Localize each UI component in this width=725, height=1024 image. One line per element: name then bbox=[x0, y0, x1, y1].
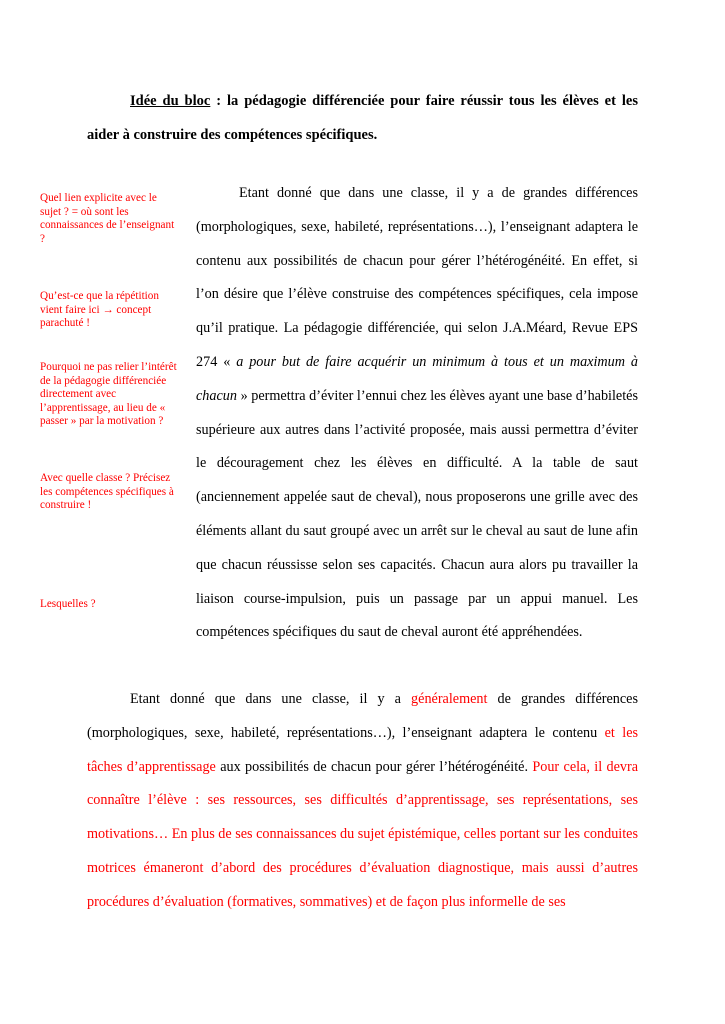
paragraph-1 bbox=[196, 177, 638, 650]
comment-repetition-tail: concept parachuté ! bbox=[40, 303, 152, 330]
comment-motivation: Pourquoi ne pas relier l’intérêt de la pédagogie différenciée directement avec l’apprentissage, au lieu de « passer » par la motivation ? bbox=[40, 361, 177, 428]
comment-lesquelles: Lesquelles ? bbox=[40, 598, 96, 610]
paragraph-2-part5: aux possibilités de chacun pour gérer l’hétérogénéité. bbox=[215, 758, 533, 775]
paragraph-1-intro: Etant donné que dans une classe, il y a de grandes différences (morphologiques, sexe, habileté, représentations…), l’enseignant adaptera le contenu aux possibilités de chacun pour gérer l’hétérogénéité. En effet, si l’on désire que l’élève construise des compétences spécifiques, cela impose qu’il pratique. La pédagogie différenciée, qui selon J.A.Méard, Revue EPS 274 « bbox=[196, 185, 638, 370]
paragraph-1-quote: a pour but de faire acquérir un minimum à tous et un maximum à chacun bbox=[196, 353, 639, 404]
paragraph-2-correction-3: Pour cela, il devra connaître l’élève : ses ressources, ses difficultés d’apprentissage, ses représentations, ses motivations… En plus de ses connaissances du sujet épistémique, celles portant sur les conduites motrices émaneront d’abord des procédures d’évaluation diagnostique, mais aussi d’autres procédures d’évaluation (formatives, sommatives) et de façon plus informelle de ses bbox=[87, 758, 638, 910]
comment-lien-explicite: Quel lien explicite avec le sujet ? = où sont les connaissances de l’enseignant ? bbox=[40, 192, 175, 245]
paragraph-2 bbox=[87, 683, 638, 920]
arrow-right-icon: → bbox=[102, 303, 114, 316]
comment-repetition-text: Qu’est-ce que la répétition vient faire ici bbox=[40, 290, 159, 316]
paragraph-2-correction-2: et les tâches d’apprentissage bbox=[87, 724, 639, 775]
page-title bbox=[87, 84, 638, 152]
paragraph-2-part3: de grandes différences (morphologiques, sexe, habileté, représentations…), l’enseignant adaptera le contenu bbox=[87, 691, 638, 741]
paragraph-2-correction-1: généralement bbox=[411, 691, 488, 707]
paragraph-1-body: » permettra d’éviter l’ennui chez les élèves ayant une base d’habiletés supérieure aux autres dans l’activité proposée, mais aussi permettra d’éviter le découragement chez les élèves en difficulté. A la table de saut (anciennement appelée saut de cheval), nous proposerons une grille avec des éléments allant du saut groupé avec un arrêt sur le cheval au saut de lune afin que chacun réussisse selon ses capacités. Chacun aura alors pu travailler la liaison course-impulsion, puis un passage par un appui manuel. Les compétences spécifiques du saut de cheval auront été appréhendées. bbox=[196, 387, 638, 641]
title-rest: : la pédagogie différenciée pour faire réussir tous les élèves et les aider à construire des compétences spécifiques. bbox=[87, 93, 638, 143]
paragraph-2-part1: Etant donné que dans une classe, il y a bbox=[130, 691, 412, 707]
comment-classe: Avec quelle classe ? Précisez les compétences spécifiques à construire ! bbox=[40, 472, 174, 512]
comment-repetition bbox=[40, 290, 180, 331]
title-lead: Idée du bloc bbox=[130, 93, 211, 109]
